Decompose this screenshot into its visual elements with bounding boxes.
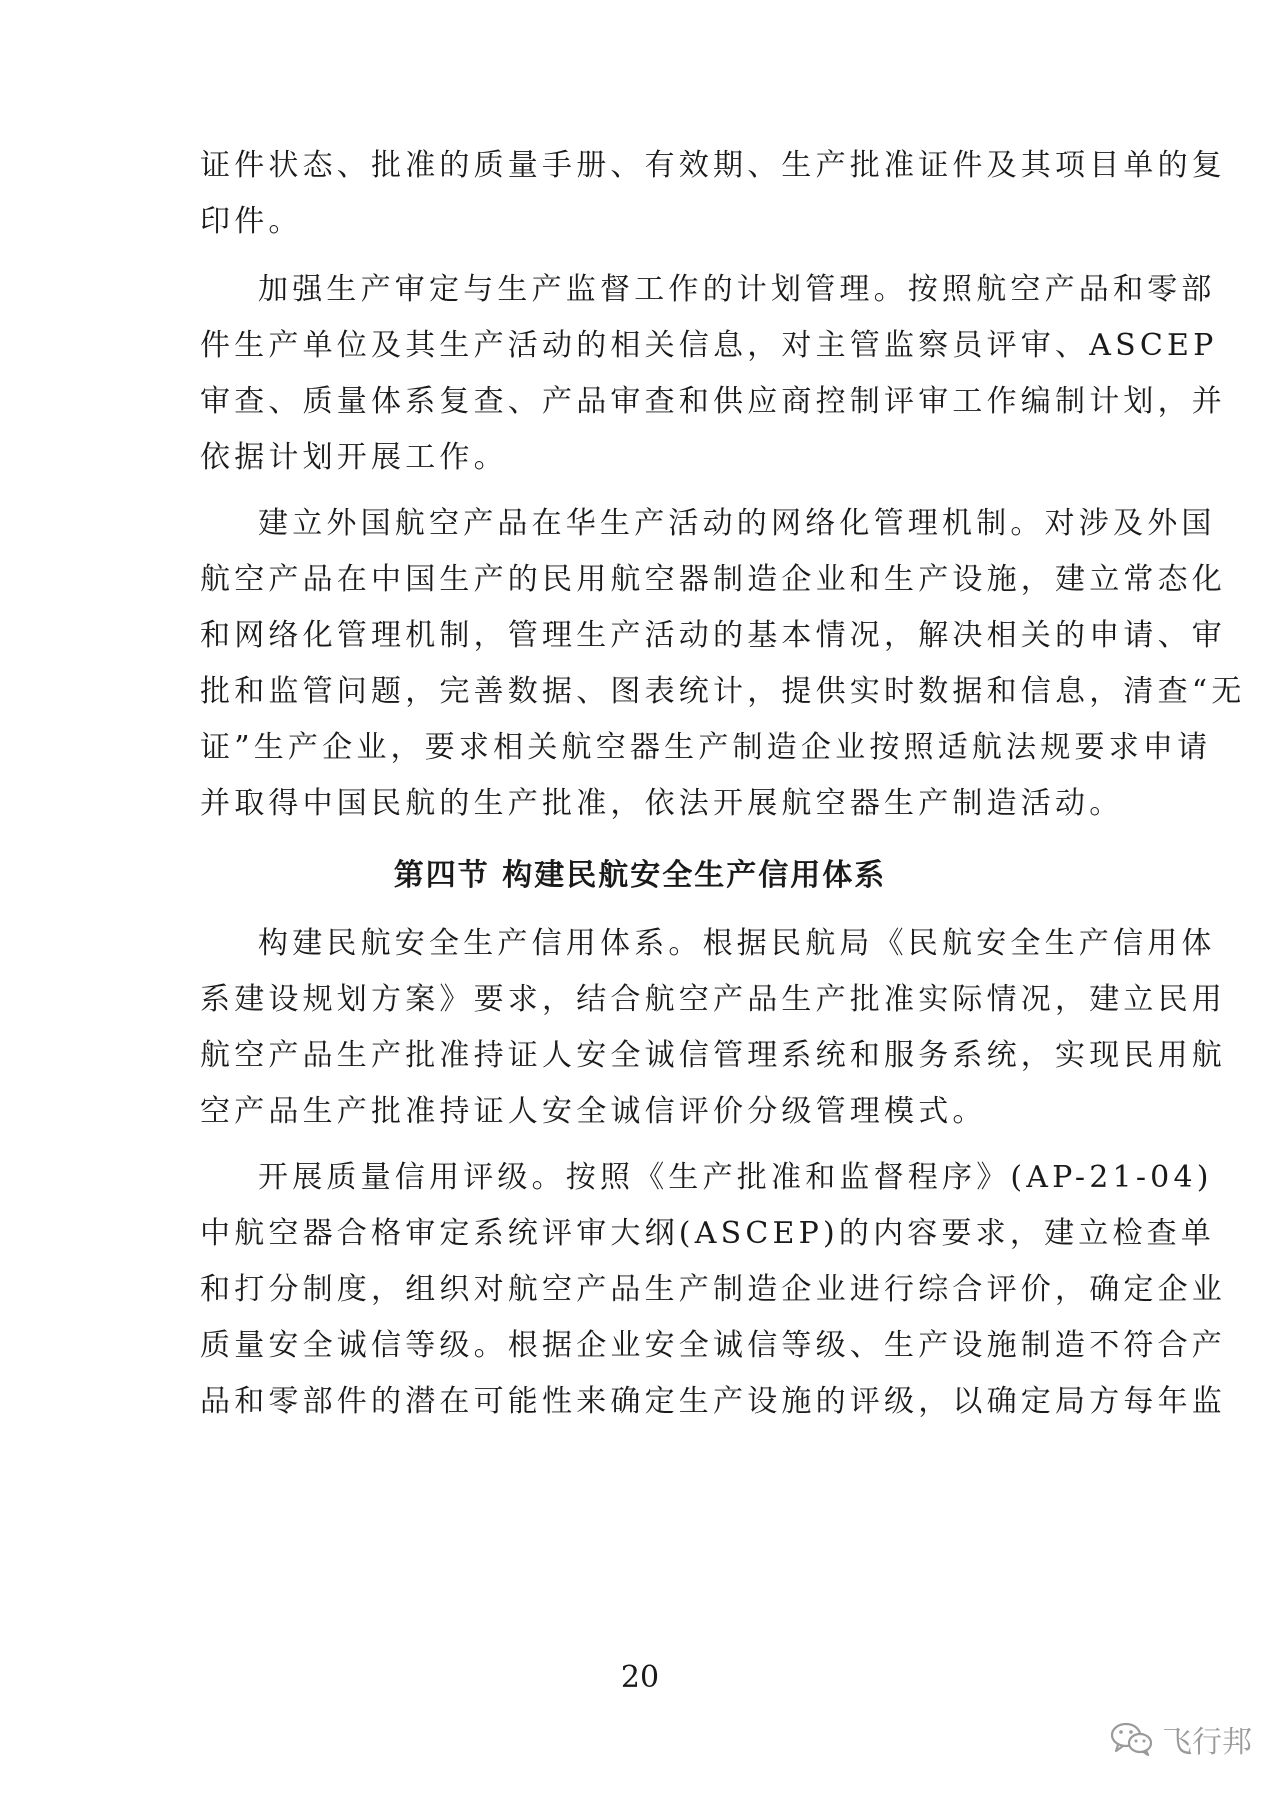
body-line: 和打分制度，组织对航空产品生产制造企业进行综合评价，确定企业 — [200, 1272, 1226, 1307]
body-line: 证”生产企业，要求相关航空器生产制造企业按照适航法规要求申请 — [200, 730, 1212, 765]
body-line: 件生产单位及其生产活动的相关信息，对主管监察员评审、ASCEP — [200, 328, 1218, 363]
body-line: 中航空器合格审定系统评审大纲(ASCEP)的内容要求，建立检查单 — [200, 1216, 1216, 1251]
body-line: 航空产品生产批准持证人安全诚信管理系统和服务系统，实现民用航 — [200, 1038, 1226, 1073]
body-line: 依据计划开展工作。 — [200, 440, 508, 475]
page-number: 20 — [620, 1660, 660, 1695]
body-line: 空产品生产批准持证人安全诚信评价分级管理模式。 — [200, 1094, 987, 1129]
body-line: 开展质量信用评级。按照《生产批准和监督程序》(AP-21-04) — [258, 1160, 1213, 1195]
body-line: 品和零部件的潜在可能性来确定生产设施的评级，以确定局方每年监 — [200, 1384, 1226, 1419]
body-line: 加强生产审定与生产监督工作的计划管理。按照航空产品和零部 — [258, 272, 1216, 307]
watermark-text: 飞行邦 — [1162, 1725, 1252, 1760]
body-line: 批和监管问题，完善数据、图表统计，提供实时数据和信息，清查“无 — [200, 674, 1246, 709]
body-line: 建立外国航空产品在华生产活动的网络化管理机制。对涉及外国 — [258, 506, 1216, 541]
section-heading: 第四节 构建民航安全生产信用体系 — [393, 858, 887, 893]
body-line: 系建设规划方案》要求，结合航空产品生产批准实际情况，建立民用 — [200, 982, 1226, 1017]
body-line: 印件。 — [200, 204, 303, 239]
body-line: 并取得中国民航的生产批准，依法开展航空器生产制造活动。 — [200, 786, 1124, 821]
body-line: 构建民航安全生产信用体系。根据民航局《民航安全生产信用体 — [258, 926, 1216, 961]
wechat-icon — [1110, 1721, 1154, 1757]
body-line: 证件状态、批准的质量手册、有效期、生产批准证件及其项目单的复 — [200, 148, 1226, 183]
body-line: 航空产品在中国生产的民用航空器制造企业和生产设施，建立常态化 — [200, 562, 1226, 597]
body-line: 和网络化管理机制，管理生产活动的基本情况，解决相关的申请、审 — [200, 618, 1226, 653]
body-line: 审查、质量体系复查、产品审查和供应商控制评审工作编制计划，并 — [200, 384, 1226, 419]
body-line: 质量安全诚信等级。根据企业安全诚信等级、生产设施制造不符合产 — [200, 1328, 1226, 1363]
watermark — [1110, 1718, 1252, 1760]
